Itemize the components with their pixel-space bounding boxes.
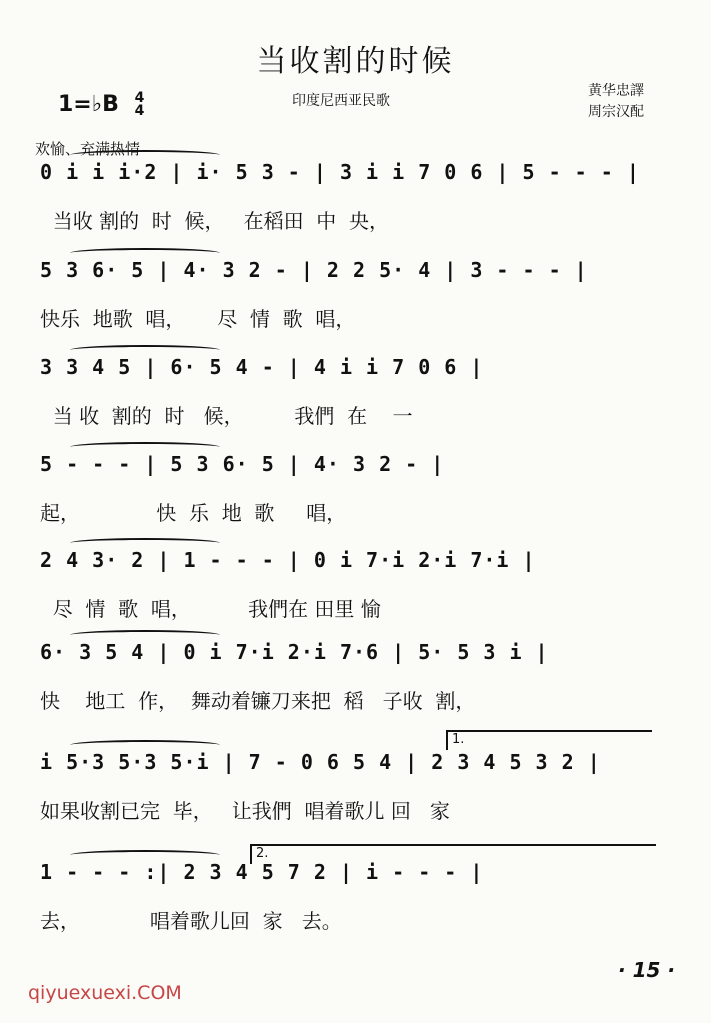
lyric-line-7: 如果收割已完 毕， 让我們 唱着歌儿 回 家 bbox=[40, 799, 450, 823]
key-signature: 1=♭B 4 4 bbox=[58, 90, 145, 119]
slur-line-4 bbox=[70, 442, 220, 452]
lyric-line-6: 快 地工 作， 舞动着镰刀来把 稻 子收 割， bbox=[40, 689, 476, 713]
notation-line-7: i 5·3 5·3 5·i | 7 - 0 6 5 4 | 2 3 4 5 3 2 | bbox=[40, 750, 601, 774]
slur-line-1 bbox=[70, 150, 220, 160]
notation-line-4: 5 - - - | 5 3 6· 5 | 4· 3 2 - | bbox=[40, 452, 445, 476]
notation-line-2: 5 3 6· 5 | 4· 3 2 - | 2 2 5· 4 | 3 - - - | bbox=[40, 258, 588, 282]
translator-credit: 黄华忠譯 bbox=[588, 83, 644, 99]
arranger-credit: 周宗汉配 bbox=[588, 104, 644, 120]
notation-line-3: 3 3 4 5 | 6· 5 4 - | 4 i i 7 0 6 | bbox=[40, 355, 484, 379]
lyric-line-2: 快乐 地歌 唱， 尽 情 歌 唱， bbox=[40, 307, 356, 331]
song-origin: 印度尼西亚民歌 bbox=[292, 93, 390, 109]
time-sig-top: 4 bbox=[134, 90, 145, 106]
lyric-line-1: 当收 割的 时 候， 在稻田 中 央， bbox=[40, 209, 390, 233]
volta-2: 2. bbox=[250, 844, 656, 864]
slur-line-5 bbox=[70, 538, 220, 548]
slur-line-7 bbox=[70, 740, 220, 750]
notation-line-5: 2 4 3· 2 | 1 - - - | 0 i 7·i 2·i 7·i | bbox=[40, 548, 536, 572]
lyric-line-3: 当 收 割的 时 候， 我們 在 一 bbox=[40, 404, 413, 428]
volta-1: 1. bbox=[446, 730, 652, 750]
lyric-line-5: 尽 情 歌 唱， 我們在 田里 愉 bbox=[40, 597, 381, 621]
slur-line-2 bbox=[70, 248, 220, 258]
song-title: 当收割的时候 bbox=[256, 44, 455, 79]
notation-line-8: 1 - - - :| 2 3 4 5 7 2 | i - - - | bbox=[40, 860, 484, 884]
notation-line-6: 6· 3 5 4 | 0 i 7·i 2·i 7·6 | 5· 5 3 i | bbox=[40, 640, 549, 664]
time-sig-bottom: 4 bbox=[134, 103, 145, 119]
slur-line-3 bbox=[70, 345, 220, 355]
page-number: · 15 · bbox=[618, 958, 675, 982]
tempo-marking: 欢愉、充满热情 bbox=[35, 140, 141, 158]
lyric-line-4: 起， 快 乐 地 歌 唱， bbox=[40, 501, 347, 525]
watermark: qiyuexuexi.COM bbox=[28, 982, 182, 1004]
slur-line-6 bbox=[70, 630, 220, 640]
lyric-line-8: 去， 唱着歌儿回 家 去。 bbox=[40, 909, 342, 933]
slur-line-8 bbox=[70, 850, 220, 860]
notation-line-1: 0 i i i·2 | i· 5 3 - | 3 i i 7 0 6 | 5 - - - | bbox=[40, 160, 640, 184]
